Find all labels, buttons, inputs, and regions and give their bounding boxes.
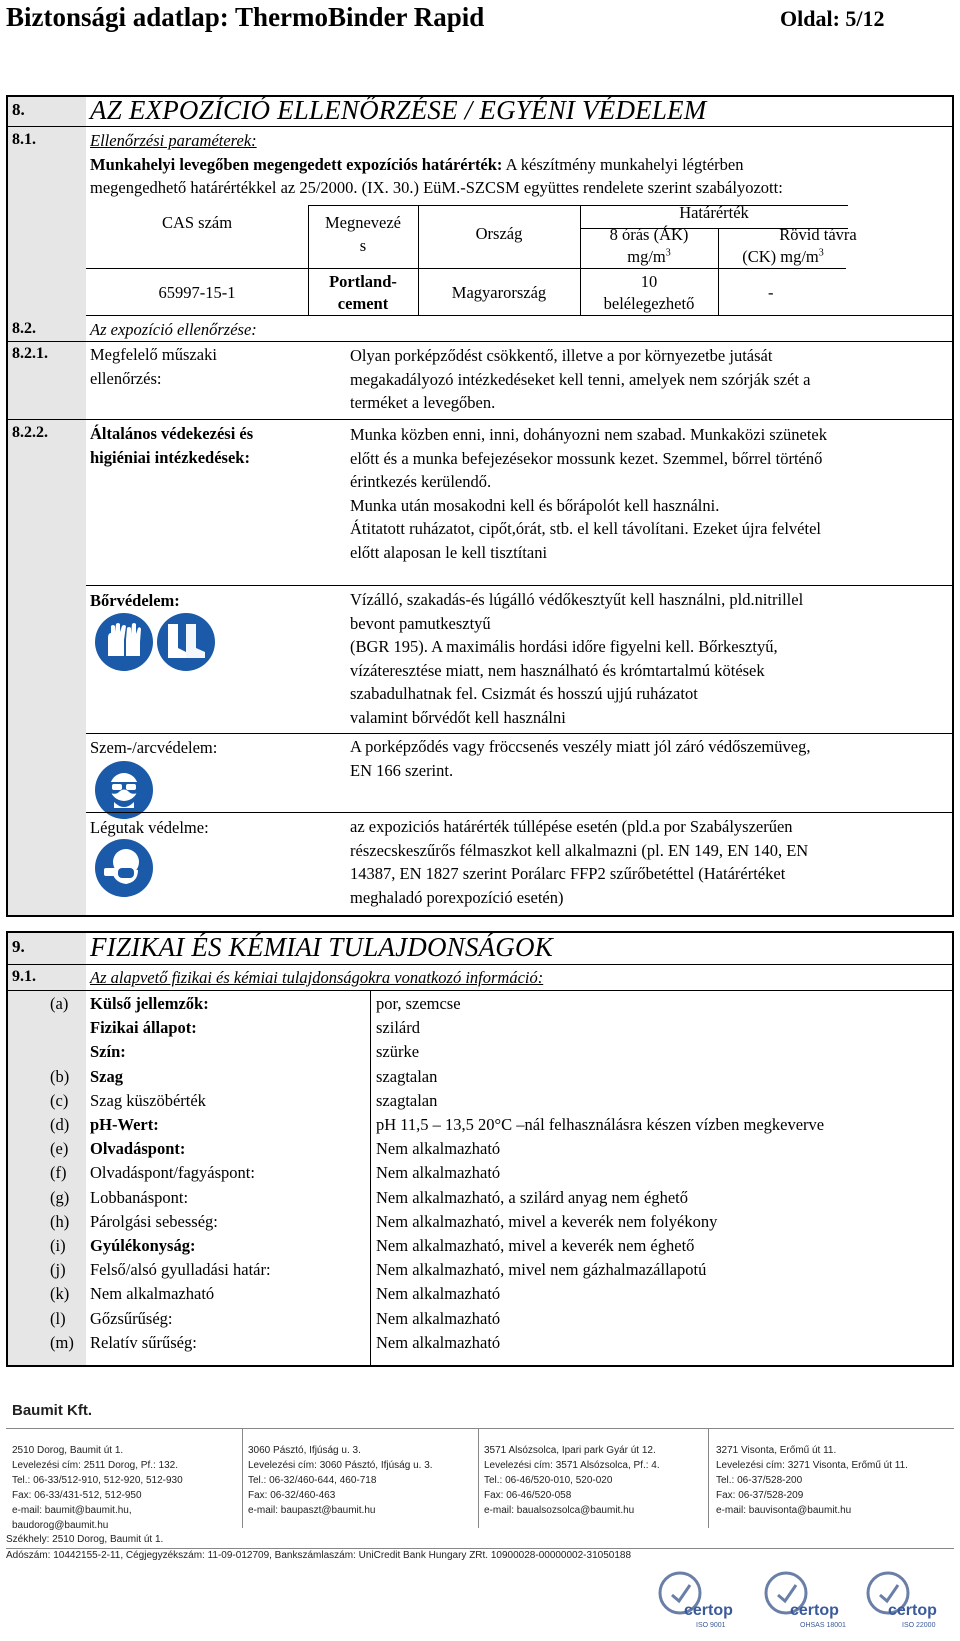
skin-protection-label: Bőrvédelem: [90, 591, 180, 610]
text-line: Átitatott ruházatot, cipőt,órát, stb. el kell távolítani. Ezeket újra felvétel [350, 519, 821, 538]
property-letter: (b) [50, 1066, 70, 1086]
property-value: szürke [376, 1042, 420, 1062]
property-letter: (l) [50, 1308, 66, 1328]
th-short-sup: 3 [818, 247, 824, 259]
footer-line: 3571 Alsózsolca, Ipari park Gyár út 12. [484, 1445, 656, 1456]
section-9-left-shade [8, 933, 86, 1365]
section-9-1-title: Az alapvető fizikai és kémiai tulajdonságokra vonatkozó információ: [90, 968, 544, 987]
text-line: valamint bőrvédőt kell használni [350, 707, 566, 727]
property-letter: (m) [50, 1332, 74, 1352]
text-line: vízáteresztése miatt, nem használható és krómtartalmú kötések [350, 660, 765, 680]
footer-line: 2510 Dorog, Baumit út 1. [12, 1445, 124, 1456]
td-country: Magyarország [451, 283, 547, 302]
property-value: Nem alkalmazható, mivel nem gázhalmazállapotú [376, 1260, 707, 1280]
property-value: szagtalan [376, 1090, 438, 1110]
property-value: szilárd [376, 1018, 420, 1038]
td-name-1: Portland- [329, 272, 397, 291]
text-line: szabadulhatnak fel. Csizmát és hosszú ujjú ruházatot [350, 684, 698, 703]
respiratory-protection-label: Légutak védelme: [90, 818, 209, 837]
section-8-2-2-label-2: higiéniai intézkedések: [90, 448, 250, 467]
th-country: Ország [475, 224, 523, 243]
th-8h-sup: 3 [665, 247, 671, 259]
th-cas: CAS szám [161, 213, 233, 232]
property-label: Párolgási sebesség: [90, 1211, 218, 1231]
text-line: megakadályozó intézkedéseket kell tenni, amelyek nem szórják szét a [350, 369, 811, 389]
footer-line: Tel.: 06-33/512-910, 512-920, 512-930 [12, 1475, 183, 1486]
resp-top-line [86, 812, 952, 813]
text-line: érintkezés kerülendő. [350, 472, 492, 491]
section-8-1-title: Ellenőrzési paraméterek: [90, 131, 257, 150]
text-line: 14387, EN 1827 szerint Porálarc FFP2 szűrőbetéttel (Határértéket [350, 864, 786, 883]
text-line: meghaladó porexpozíció esetén) [350, 887, 564, 907]
th-short-1: Rövid távra [779, 225, 857, 244]
footer-col-dorog [12, 1443, 183, 1533]
property-label: Olvadáspont/fagyáspont: [90, 1163, 255, 1183]
text-line: bevont pamutkesztyű [350, 613, 491, 633]
eye-top-line [86, 733, 952, 734]
property-letter: (a) [50, 994, 69, 1013]
eye-protection-label: Szem-/arcvédelem: [90, 738, 218, 757]
section-8-2-1-text [350, 344, 950, 415]
property-label: Külső jellemzők: [90, 994, 209, 1013]
property-value: por, szemcse [376, 994, 461, 1013]
property-label: Szín: [90, 1042, 126, 1062]
property-value: Nem alkalmazható [376, 1163, 501, 1183]
property-label: pH-Wert: [90, 1115, 159, 1134]
th-name-1: Megnevezé [324, 213, 402, 232]
footer-line: Levelezési cím: 3060 Pásztó, Ifjúság u. 3. [248, 1460, 433, 1471]
cert-standard: ISO 9001 [696, 1622, 726, 1629]
footer-line: Levelezési cím: 3271 Visonta, Erőmű út 11. [716, 1460, 908, 1471]
th-short-unit: (CK) mg/m [742, 247, 819, 266]
property-letter: (g) [50, 1187, 70, 1207]
section-8-2-number: 8.2. [12, 320, 36, 337]
section-8-2-1-label-2: ellenőrzés: [90, 369, 162, 388]
footer-seat: Székhely: 2510 Dorog, Baumit út 1. [6, 1534, 164, 1545]
respiratory-protection-text [350, 815, 950, 909]
property-letter: (c) [50, 1090, 69, 1110]
property-label: Szag küszöbérték [90, 1090, 206, 1110]
cert-ohsas18001-icon [756, 1565, 854, 1631]
section-9-1-line [8, 990, 952, 991]
section-8-2-2-number: 8.2.2. [12, 424, 48, 441]
section-8-2-1-line [8, 419, 952, 420]
property-letter: (h) [50, 1211, 70, 1231]
section-9-label-divider [370, 990, 371, 1367]
footer-line: 3271 Visonta, Erőmű út 11. [716, 1445, 837, 1456]
property-value: szagtalan [376, 1066, 438, 1086]
section-8-2-2-text [350, 423, 950, 564]
boots-icon [156, 612, 216, 672]
th-8h-unit: mg/m [627, 247, 666, 266]
td-name-2: cement [337, 294, 389, 313]
property-label: Fizikai állapot: [90, 1018, 197, 1038]
td-8h-2: belélegezhető [603, 294, 695, 313]
footer-line: baudorog@baumit.hu [12, 1520, 109, 1531]
th-8h-1: 8 órás (ÁK) [609, 225, 689, 244]
property-letter: (d) [50, 1115, 70, 1134]
th-8h-2 [580, 247, 718, 267]
footer-divider-3 [708, 1428, 709, 1528]
section-8-2-2-label-1: Általános védekezési és [90, 424, 254, 443]
skin-top-line [86, 585, 952, 586]
footer-line: e-mail: baupaszt@baumit.hu [248, 1505, 376, 1516]
section-8-2-1-number: 8.2.1. [12, 345, 48, 362]
property-letter: (e) [50, 1139, 69, 1159]
property-value: Nem alkalmazható [376, 1332, 501, 1352]
property-value: Nem alkalmazható, mivel a keverék nem éghető [376, 1236, 695, 1255]
property-label: Gyúlékonyság: [90, 1236, 196, 1255]
cert-brand: certop [790, 1602, 839, 1619]
section-8-title-underline [8, 126, 952, 127]
section-8-2-title: Az expozíció ellenőrzése: [90, 320, 257, 339]
property-label: Felső/alsó gyulladási határ: [90, 1260, 271, 1280]
section-9-title-underline [8, 964, 952, 965]
footer-line: 3060 Pásztó, Ifjúság u. 3. [248, 1445, 361, 1456]
section-8-number: 8. [12, 100, 25, 119]
goggles-icon [94, 760, 154, 820]
property-label: Lobbanáspont: [90, 1187, 189, 1207]
eye-protection-text [350, 735, 950, 782]
property-label: Gőzsűrűség: [90, 1308, 173, 1328]
section-8-left-shade [8, 97, 86, 915]
footer-company: Baumit Kft. [12, 1402, 92, 1419]
property-value: Nem alkalmazható [376, 1308, 501, 1328]
text-line: A porképződés vagy fröccsenés veszély miatt jól záró védőszemüveg, [350, 737, 811, 756]
limit-table-header-bottom [86, 268, 846, 269]
footer-line: Fax: 06-37/528-209 [716, 1490, 804, 1501]
footer-col-visonta [716, 1443, 908, 1518]
footer-line: Tel.: 06-46/520-010, 520-020 [484, 1475, 613, 1486]
footer-line: Levelezési cím: 3571 Alsózsolca, Pf.: 4. [484, 1460, 660, 1471]
section-8-1-line2: megengedhető határértékkel az 25/2000. (IX. 30.) EüM.-SZCSM együttes rendelete szerint szabályozott: [90, 178, 783, 197]
footer-divider-1 [242, 1428, 243, 1528]
th-limit: Határérték [679, 203, 749, 222]
cert-standard: OHSAS 18001 [800, 1622, 846, 1629]
property-letter: (i) [50, 1236, 66, 1255]
footer-line: e-mail: baumit@baumit.hu, [12, 1505, 132, 1516]
section-8-2-1-label-1: Megfelelő műszaki [90, 345, 217, 364]
property-value: pH 11,5 – 13,5 20°C –nál felhasználásra készen vízben megkeverve [376, 1115, 825, 1134]
footer-line: Tel.: 06-37/528-200 [716, 1475, 803, 1486]
property-value: Nem alkalmazható [376, 1284, 501, 1304]
footer-line: e-mail: bauvisonta@baumit.hu [716, 1505, 852, 1516]
text-line: Vízálló, szakadás-és lúgálló védőkesztyűt kell használni, pld.nitrillel [350, 590, 804, 609]
cert-brand: certop [684, 1602, 733, 1619]
section-9-number: 9. [12, 937, 25, 956]
section-8-title: AZ EXPOZÍCIÓ ELLENŐRZÉSE / EGYÉNI VÉDELEM [90, 95, 707, 125]
footer-col-paszto [248, 1443, 433, 1518]
cert-iso22000-icon [858, 1565, 956, 1631]
exposure-limit-label: Munkahelyi levegőben megengedett expozíciós határérték: [90, 155, 503, 174]
exposure-limit-text: A készítmény munkahelyi légtérben [502, 155, 744, 174]
footer-col-alsozsolca [484, 1443, 660, 1518]
td-cas: 65997-15-1 [158, 283, 236, 302]
section-8-2-line [8, 341, 952, 342]
footer-line: Levelezési cím: 2511 Dorog, Pf.: 132. [12, 1460, 179, 1471]
text-line: előtt alaposan le kell tisztítani [350, 542, 548, 562]
property-letter: (k) [50, 1284, 70, 1304]
skin-protection-text [350, 588, 950, 729]
section-8-1-number: 8.1. [12, 131, 36, 148]
page-number: Oldal: 5/12 [780, 6, 885, 31]
property-value: Nem alkalmazható, mivel a keverék nem folyékony [376, 1211, 718, 1231]
property-label: Szag [90, 1066, 123, 1086]
cert-brand: certop [888, 1602, 937, 1619]
section-9-title: FIZIKAI ÉS KÉMIAI TULAJDONSÁGOK [90, 932, 553, 962]
th-short-2 [718, 247, 848, 267]
footer-tax: Adószám: 10442155-2-11, Cégjegyzékszám: 11-09-012709, Bankszámlaszám: UniCredit Bank Hungary ZRt. 10900028-00000002-31050188 [6, 1550, 632, 1561]
text-line: Munka közben enni, inni, dohányozni nem szabad. Munkaközi szünetek [350, 425, 828, 444]
td-8h-1: 10 [640, 272, 658, 291]
property-value: Nem alkalmazható, a szilárd anyag nem éghető [376, 1187, 688, 1207]
property-letter: (j) [50, 1260, 66, 1280]
footer-line: Tel.: 06-32/460-644, 460-718 [248, 1475, 377, 1486]
property-value: Nem alkalmazható [376, 1139, 501, 1159]
th-name-2: s [359, 236, 367, 255]
text-line: EN 166 szerint. [350, 760, 454, 780]
text-line: részecskeszűrős félmaszkot kell alkalmazni (pl. EN 149, EN 140, EN [350, 840, 809, 860]
property-label: Relatív sűrűség: [90, 1332, 197, 1352]
footer-divider-2 [478, 1428, 479, 1528]
respirator-icon [94, 838, 154, 898]
property-label: Olvadáspont: [90, 1139, 186, 1159]
text-line: terméket a levegőben. [350, 393, 496, 412]
text-line: az expoziciós határérték túllépése esetén (pld.a por Szabályszerűen [350, 817, 793, 836]
limit-table-bottom [86, 315, 952, 316]
cert-iso9001-icon [650, 1565, 748, 1631]
footer-top-line [6, 1428, 954, 1429]
footer-line: e-mail: baualsozsolca@baumit.hu [484, 1505, 635, 1516]
section-8-1-line1 [90, 155, 743, 175]
property-label: Nem alkalmazható [90, 1284, 215, 1304]
document-title: Biztonsági adatlap: ThermoBinder Rapid [6, 2, 485, 32]
section-9-1-number: 9.1. [12, 968, 36, 985]
footer-seat-line [6, 1548, 954, 1549]
td-short: - [768, 283, 774, 302]
text-line: előtt és a munka befejezésekor mossunk kezet. Szemmel, bőrrel történő [350, 448, 823, 468]
footer-line: Fax: 06-33/431-512, 512-950 [12, 1490, 142, 1501]
footer-line: Fax: 06-46/520-058 [484, 1490, 572, 1501]
text-line: (BGR 195). A maximális hordási időre figyelni kell. Bőrkesztyű, [350, 637, 778, 656]
footer-line: Fax: 06-32/460-463 [248, 1490, 336, 1501]
cert-standard: ISO 22000 [902, 1622, 936, 1629]
property-letter: (f) [50, 1163, 67, 1183]
text-line: Olyan porképződést csökkentő, illetve a por környezetbe jutását [350, 346, 773, 365]
text-line: Munka után mosakodni kell és bőrápolót kell használni. [350, 495, 720, 515]
gloves-icon [94, 612, 154, 672]
